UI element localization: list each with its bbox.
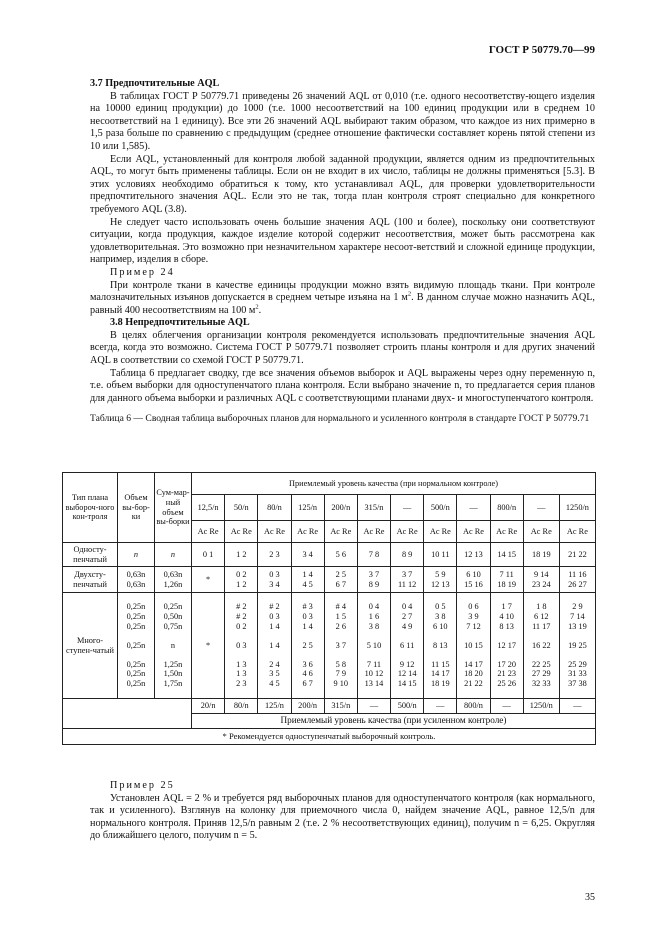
cell: 7 8 [357,543,390,567]
page-number: 35 [585,892,595,903]
cell: 1 7 4 10 8 13 12 17 17 20 21 23 25 26 [490,593,523,699]
acre-header: Ac Re [225,521,258,543]
cell: 3 7 11 12 [391,567,424,593]
paragraph: В целях облегчения организации контроля рекомендуется использовать предпочтительные значения AQL всегда, когда это возможно. Система ГОСТ Р 50779.71 позволяет строить планы контроля и для других значений AQL в соответствии со схемой ГОСТ Р 50779.71. [90,329,595,367]
cell: 0 1 [192,543,225,567]
acre-header: Ac Re [324,521,357,543]
col-header-cumulative: Сум-мар-ный объем вы-борки [155,473,192,543]
aql-tight: — [357,699,390,714]
cell: 3 4 [291,543,324,567]
table-caption: Таблица 6 — Сводная таблица выборочных планов для нормального и усиленного контроля в стандарте ГОСТ Р 50779.71 [90,413,590,425]
aql-tight: 125/n [258,699,291,714]
acre-header: Ac Re [357,521,390,543]
acre-header: Ac Re [490,521,523,543]
aql-tight: — [424,699,457,714]
aql-normal: 50/n [225,495,258,521]
cell: 12 13 [457,543,490,567]
aql-normal: 12,5/n [192,495,225,521]
paragraph: Таблица 6 предлагает сводку, где все значения объемов выборок и AQL выражены через одну переменную n, т.е. объем выборки для одноступенчатого плана контроля. Если выбрано значение n, то предлагается серия планов для данного объема выборки и различных AQL с соответствующими планами двух- и многоступенчатого контроля. [90,367,595,404]
cell: 9 14 23 24 [523,567,559,593]
aql-tight: 1250/n [523,699,559,714]
sample-size: 0,25n 0,25n 0,25n 0,25n 0,25n 0,25n 0,25n [118,593,155,699]
cell: 2 9 7 14 13 19 19 25 25 29 31 33 37 38 [559,593,595,699]
sample-size: n [118,543,155,567]
aql-tight: — [490,699,523,714]
cell: 0 5 3 8 6 10 8 13 11 15 14 17 18 19 [424,593,457,699]
cell: 10 11 [424,543,457,567]
paragraph: Если AQL, установленный для контроля любой заданной продукции, является одним из предпочтительных AQL, то могут быть применены таблицы. Если он не входит в их число, таблицы не должны применяться [5.3]. В этих условиях необходимо обратиться к тому, кто устанавливал AQL, для проверки удовлетворительности предпочтительного значения AQL. Если это не так, тогда план контроля строят специально для конкретного требуемого AQL (3.8). [90,153,595,215]
table-6 [62,472,596,745]
cell: 2 3 [258,543,291,567]
tight-aql-header: Приемлемый уровень качества (при усиленном контроле) [192,714,596,729]
table-row-single [63,543,596,567]
cell: 0 4 2 7 4 9 6 11 9 12 12 14 14 15 [391,593,424,699]
cell: 5 6 [324,543,357,567]
cell: 1 4 4 5 [291,567,324,593]
example-25 [90,780,595,843]
section-3-8-title: 3.8 Непредпочтительные AQL [110,317,250,329]
aql-normal: 315/n [357,495,390,521]
cell: 0 4 1 6 3 8 5 10 7 11 10 12 13 14 [357,593,390,699]
aql-tight: 315/n [324,699,357,714]
aql-normal: 1250/n [559,495,595,521]
aql-tight: 20/n [192,699,225,714]
cum-size: n [155,543,192,567]
cell: 7 11 18 19 [490,567,523,593]
cell: # 2 0 3 1 4 1 4 2 4 3 5 4 5 [258,593,291,699]
cell: 1 2 [225,543,258,567]
table-footnote: * Рекомендуется одноступенчатый выборочный контроль. [63,729,596,745]
aql-tight: 800/n [457,699,490,714]
aql-normal: — [391,495,424,521]
footnote-star: * [192,593,225,699]
section-3-7-title: 3.7 Предпочтительные AQL [90,78,220,89]
row-label: Много-ступен-чатый [63,593,118,699]
table-row-double [63,567,596,593]
col-header-plan-type: Тип плана выбороч-ного кон-троля [63,473,118,543]
aql-tight: 500/n [391,699,424,714]
blank-cell [63,714,192,729]
cell: # 3 0 3 1 4 2 5 3 6 4 6 6 7 [291,593,324,699]
row-label: Двухсту-пенчатый [63,567,118,593]
cum-size: 0,25n 0,50n 0,75n n 1,25n 1,50n 1,75n [155,593,192,699]
aql-normal: 800/n [490,495,523,521]
acre-header: Ac Re [391,521,424,543]
cell: 3 7 8 9 [357,567,390,593]
page-header: ГОСТ Р 50779.70—99 [488,44,595,56]
cell: # 4 1 5 2 6 3 7 5 8 7 9 9 10 [324,593,357,699]
cell: 6 10 15 16 [457,567,490,593]
example-24-title: Пример 24 [110,266,175,278]
cell: 14 15 [490,543,523,567]
example-25-title: Пример 25 [110,780,175,791]
blank-cell [63,699,192,714]
cell: 1 8 6 12 11 17 16 22 22 25 27 29 32 33 [523,593,559,699]
cell: 21 22 [559,543,595,567]
paragraph: При контроле ткани в качестве единицы продукции можно взять видимую площадь ткани. При контроле малозначительных изъянов допускается в среднем четыре изъяна на 1 $м^2$. В данном случае можно назначить AQL, равный 400 несоответствиям на 100 $м^2$. [90,279,595,316]
cell: 11 16 26 27 [559,567,595,593]
paragraph: Установлен AQL = 2 % и требуется ряд выборочных планов для одноступенчатого контроля (как нормального, так и усиленного). Взглянув на колонку для приемочного числа 0, найдем значение AQL, равное 12,5/n для нормального контроля. Приняв 12,5/n равным 2 (т.е. 2 % несоответствующих единиц), получим n = 6,25. Округляя до ближайшего целого, получим n = 5. [90,792,595,842]
acre-header: Ac Re [424,521,457,543]
aql-normal: — [523,495,559,521]
cell: 0 6 3 9 7 12 10 15 14 17 18 20 21 22 [457,593,490,699]
paragraph: В таблицах ГОСТ Р 50779.71 приведены 26 значений AQL от 0,010 (т.е. одного несоответству-ющего изделия на 10000 единиц продукции) до 1000 (т.е. 1000 несоответствий на 100 единиц продукции или в среднем 10 несоответствий на 1 единицу). Все эти 26 значений AQL выбирают таким образом, что каждое из них примерно в 1,5 раза больше по сравнению с предыдущим (среднее отношение фактически составляет корень пятой степени из 10 или 1,585). [90,90,595,152]
acre-header: Ac Re [523,521,559,543]
acre-header: Ac Re [192,521,225,543]
cell: 18 19 [523,543,559,567]
main-text [90,78,595,424]
aql-tight: 80/n [225,699,258,714]
acre-header: Ac Re [559,521,595,543]
acre-header: Ac Re [291,521,324,543]
cell: 8 9 [391,543,424,567]
cum-size: 0,63n 1,26n [155,567,192,593]
col-header-sample-size: Объем вы-бор-ки [118,473,155,543]
aql-normal: 80/n [258,495,291,521]
aql-normal: 200/n [324,495,357,521]
aql-tight: — [559,699,595,714]
cell: # 2 # 2 0 2 0 3 1 3 1 3 2 3 [225,593,258,699]
aql-normal: 500/n [424,495,457,521]
cell: 0 3 3 4 [258,567,291,593]
sample-size: 0,63n 0,63n [118,567,155,593]
aql-normal: — [457,495,490,521]
aql-tight: 200/n [291,699,324,714]
paragraph: Не следует часто использовать очень большие значения AQL (100 и более), поскольку они соответствуют ситуации, когда продукция, каждое изделие которой содержит несоответствия, может быть рассмотрена как удовлетворительная. Это возможно при незначительном характере несоот-ветствий и сложной единице продукции, например, изделия в сборе. [90,216,595,266]
cell: 5 9 12 13 [424,567,457,593]
acre-header: Ac Re [457,521,490,543]
cell: 2 5 6 7 [324,567,357,593]
aql-normal: 125/n [291,495,324,521]
table-row-multiple [63,593,596,699]
footnote-star: * [192,567,225,593]
acre-header: Ac Re [258,521,291,543]
cell: 0 2 1 2 [225,567,258,593]
normal-aql-header: Приемлемый уровень качества (при нормальном контроле) [192,473,596,495]
row-label: Односту-пенчатый [63,543,118,567]
